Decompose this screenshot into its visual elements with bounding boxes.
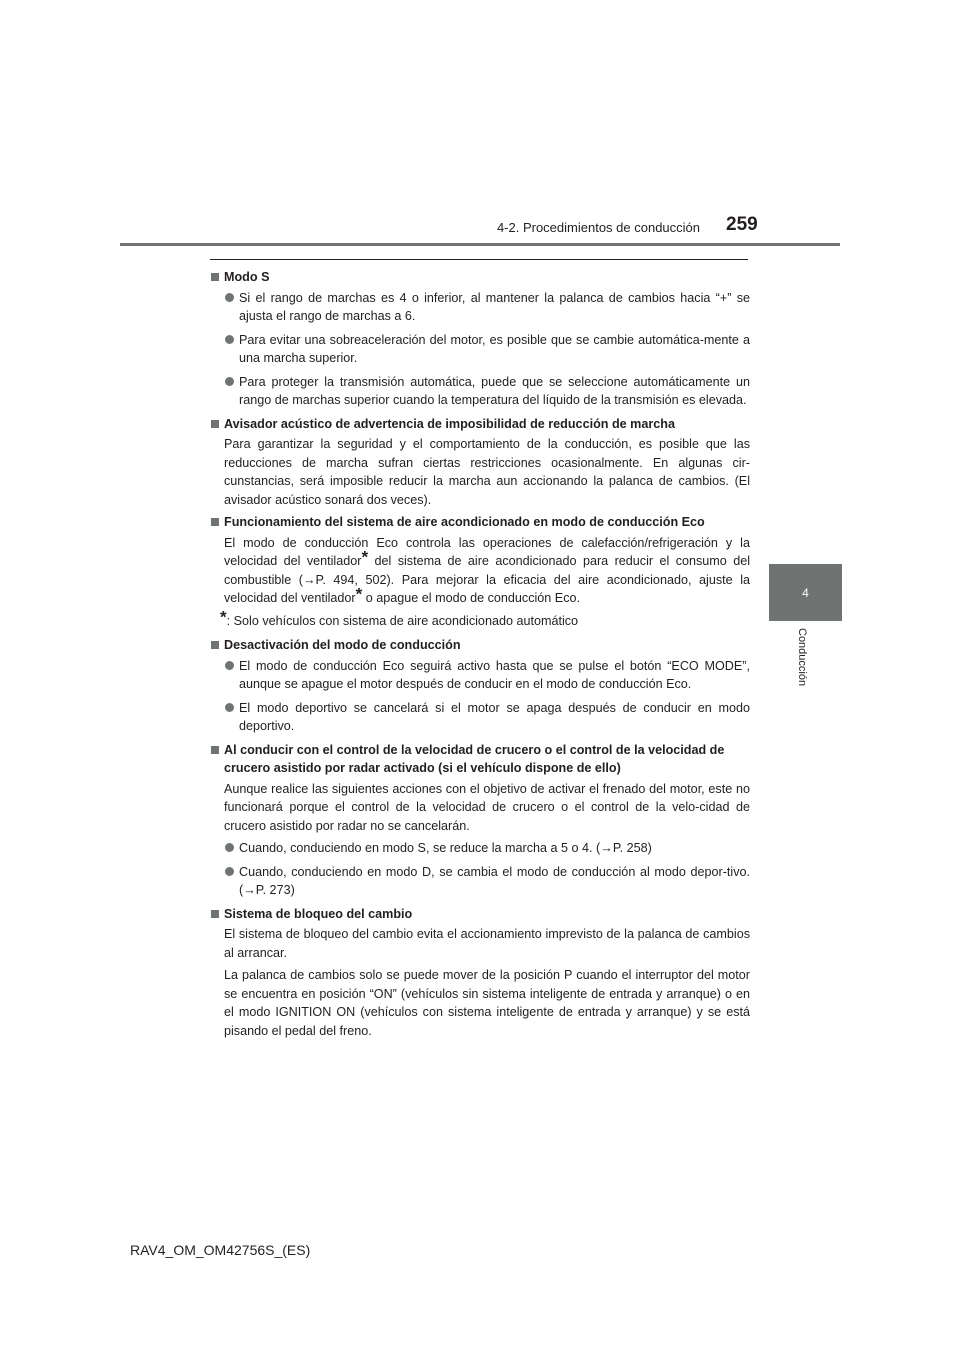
square-bullet-icon bbox=[211, 641, 219, 649]
section-avisador bbox=[210, 415, 750, 510]
round-bullet-icon bbox=[225, 703, 234, 712]
round-bullet-icon bbox=[225, 293, 234, 302]
paragraph: El sistema de bloqueo del cambio evita el accionamiento imprevisto de la palanca de cambios al arrancar. bbox=[224, 927, 750, 960]
page-content bbox=[210, 264, 750, 1044]
footnote-marker: * bbox=[361, 547, 369, 567]
round-bullet-icon bbox=[225, 335, 234, 344]
list-item: Cuando, conduciendo en modo S, se reduce la marcha a 5 o 4. (→P. 258) bbox=[210, 839, 750, 858]
round-bullet-icon bbox=[225, 867, 234, 876]
round-bullet-icon bbox=[225, 661, 234, 670]
chapter-side-label-text: Conducción bbox=[796, 628, 808, 687]
section-title: Al conducir con el control de la velocidad de crucero o el control de la velocidad de crucero asistido por radar activado (si el vehículo dispone de ello) bbox=[210, 741, 750, 778]
section-title: Funcionamiento del sistema de aire acondicionado en modo de conducción Eco bbox=[210, 513, 750, 532]
square-bullet-icon bbox=[211, 910, 219, 918]
square-bullet-icon bbox=[211, 273, 219, 281]
section-title: Sistema de bloqueo del cambio bbox=[210, 905, 750, 924]
header-divider bbox=[120, 243, 840, 246]
list-item: Cuando, conduciendo en modo D, se cambia el modo de conducción al modo depor-tivo. (→P. 273) bbox=[210, 863, 750, 900]
list-item: Para proteger la transmisión automática, puede que se seleccione automáticamente un rango de marchas superior cuando la temperatura del líquido de la transmisión es elevada. bbox=[210, 373, 750, 410]
footnote-marker: * bbox=[220, 606, 227, 626]
square-bullet-icon bbox=[211, 746, 219, 754]
list-item: El modo de conducción Eco seguirá activo hasta que se pulse el botón “ECO MODE”, aunque se apague el motor después de conducir en el modo de conducción Eco. bbox=[210, 657, 750, 694]
list-item: Para evitar una sobreaceleración del motor, es posible que se cambie automática-mente a una marcha superior. bbox=[210, 331, 750, 368]
section-aire-acondicionado bbox=[210, 513, 750, 630]
section-desactivacion bbox=[210, 636, 750, 736]
chapter-tab-number: 4 bbox=[802, 585, 809, 600]
footnote-marker: * bbox=[355, 584, 363, 604]
section-crucero bbox=[210, 741, 750, 900]
page-number: 259 bbox=[726, 214, 758, 235]
section-title: Desactivación del modo de conducción bbox=[210, 636, 750, 655]
section-modo-s bbox=[210, 268, 750, 410]
paragraph: Para garantizar la seguridad y el comportamiento de la conducción, es posible que las reducciones de marcha sufran ciertas restricciones ocasionalmente. En algunas cir-cunstancias, será imposible reducir la marcha aun accionando la palanca de cambios. (El avisador acústico sonará dos veces). bbox=[224, 437, 750, 507]
round-bullet-icon bbox=[225, 843, 234, 852]
square-bullet-icon bbox=[211, 420, 219, 428]
content-divider bbox=[210, 259, 748, 260]
chapter-title: 4-2. Procedimientos de conducción bbox=[496, 220, 700, 235]
footnote: *: Solo vehículos con sistema de aire acondicionado automático bbox=[220, 606, 579, 628]
paragraph: Aunque realice las siguientes acciones con el objetivo de activar el frenado del motor, este no funcionará porque el control de la velocidad de crucero o el control de la velo-cidad de crucero asistido por radar no se cancelarán. bbox=[224, 781, 750, 833]
document-code: RAV4_OM_OM42756S_(ES) bbox=[130, 1242, 311, 1258]
section-title: Avisador acústico de advertencia de imposibilidad de reducción de marcha bbox=[210, 415, 750, 434]
chapter-tab[interactable] bbox=[769, 564, 842, 621]
square-bullet-icon bbox=[211, 518, 219, 526]
section-bloqueo-cambio bbox=[210, 905, 750, 1041]
round-bullet-icon bbox=[225, 377, 234, 386]
list-item: Si el rango de marchas es 4 o inferior, al mantener la palanca de cambios hacia “+” se ajusta el rango de marchas a 6. bbox=[210, 289, 750, 326]
paragraph: El modo de conducción Eco controla las operaciones de calefacción/refrigeración y la velocidad del ventilador* del sistema de aire acondicionado para reducir el consumo del combustible (→P. 494, 502). Para mejorar la eficacia del aire acondicionado, ajuste la velocidad del ventilador* o apague el modo de conducción Eco. bbox=[224, 535, 751, 605]
section-title: Modo S bbox=[210, 268, 750, 287]
paragraph: La palanca de cambios solo se puede mover de la posición P cuando el interruptor del motor se encuentra en posición “ON” (vehículos sin sistema inteligente de entrada y arranque) o en el modo IGNITION ON (vehículos con sistema inteligente de entrada y arranque) y se está pisando el pedal del freno. bbox=[224, 968, 750, 1038]
list-item: El modo deportivo se cancelará si el motor se apaga después de conducir en modo deportivo. bbox=[210, 699, 750, 736]
